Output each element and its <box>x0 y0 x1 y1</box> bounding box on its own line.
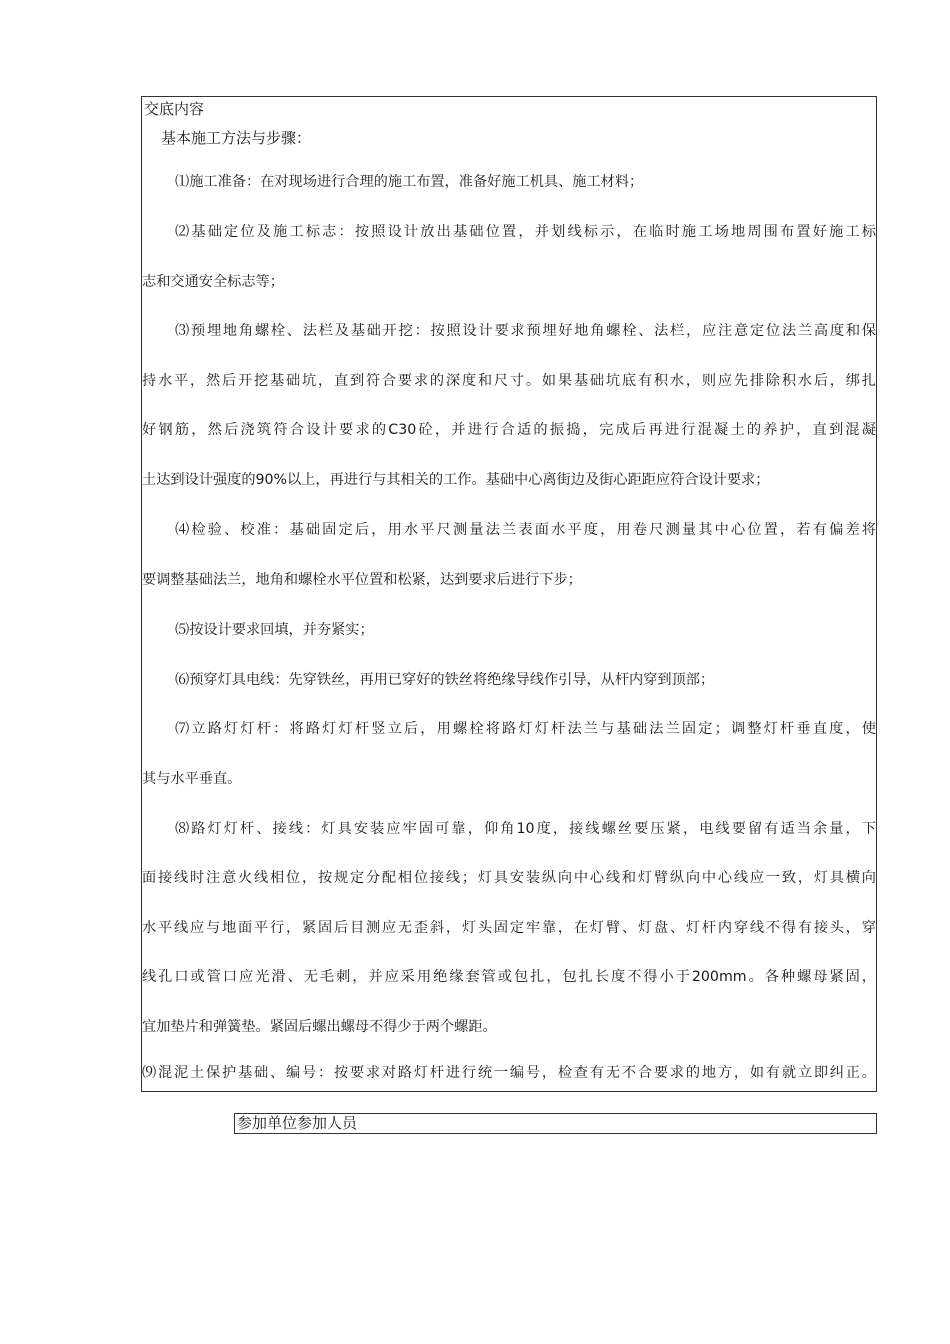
step-line: ⑻路灯灯杆、接线：灯具安装应牢固可靠，仰角10度，接线螺丝要压紧，电线要留有适当余量，下 <box>175 821 876 837</box>
step-line: 其与水平垂直。 <box>142 771 242 787</box>
step-line: 好钢筋，然后浇筑符合设计要求的C30砼，并进行合适的振捣，完成后再进行混凝土的养护，直到混凝 <box>142 422 876 438</box>
step-line: 志和交通安全标志等； <box>142 274 284 290</box>
step-line: 持水平，然后开挖基础坑，直到符合要求的深度和尺寸。如果基础坑底有积水，则应先排除积水后，绑扎 <box>142 373 876 389</box>
step-line: 面接线时注意火线相位，按规定分配相位接线；灯具安装纵向中心线和灯臂纵向中心线应一致，灯具横向 <box>142 870 876 886</box>
step-line: 要调整基础法兰，地角和螺栓水平位置和松紧，达到要求后进行下步； <box>142 572 582 588</box>
step-line: ⑵基础定位及施工标志：按照设计放出基础位置，并划线标示，在临时施工场地周围布置好施工标 <box>175 224 876 240</box>
participants-box <box>234 1113 877 1134</box>
step-line: 宜加垫片和弹簧垫。紧固后螺出螺母不得少于两个螺距。 <box>142 1019 497 1035</box>
step-line: ⑶预埋地角螺栓、法栏及基础开挖：按照设计要求预埋好地角螺栓、法栏，应注意定位法兰高度和保 <box>175 323 876 339</box>
subtitle: 基本施工方法与步骤： <box>161 129 312 147</box>
step-line: ⑼混泥土保护基础、编号：按要求对路灯杆进行统一编号，检查有无不合要求的地方，如有就立即纠正。 <box>142 1065 876 1081</box>
step-line: ⑸按设计要求回填，并夯紧实； <box>175 622 374 638</box>
step-line: ⑺立路灯灯杆：将路灯灯杆竖立后，用螺栓将路灯灯杆法兰与基础法兰固定；调整灯杆垂直度，使 <box>175 721 876 737</box>
step-line: ⑹预穿灯具电线：先穿铁丝，再用已穿好的铁丝将绝缘导线作引导，从杆内穿到顶部； <box>175 672 715 688</box>
disclosure-content-box <box>141 96 877 1092</box>
step-line: 水平线应与地面平行，紧固后目测应无歪斜，灯头固定牢靠，在灯臂、灯盘、灯杆内穿线不得有接头，穿 <box>142 920 876 936</box>
step-line: ⑷检验、校准：基础固定后，用水平尺测量法兰表面水平度，用卷尺测量其中心位置，若有偏差将 <box>175 522 876 538</box>
participants-label: 参加单位参加人员 <box>237 1114 358 1132</box>
section-title: 交底内容 <box>144 100 205 118</box>
step-line: 线孔口或管口应光滑、无毛刺，并应采用绝缘套管或包扎，包扎长度不得小于200mm。各种螺母紧固， <box>142 969 876 985</box>
step-line: 土达到设计强度的90%以上，再进行与其相关的工作。基础中心离街边及街心距距应符合设计要求； <box>142 472 770 488</box>
step-line: ⑴施工准备：在对现场进行合理的施工布置，准备好施工机具、施工材料； <box>175 174 644 190</box>
